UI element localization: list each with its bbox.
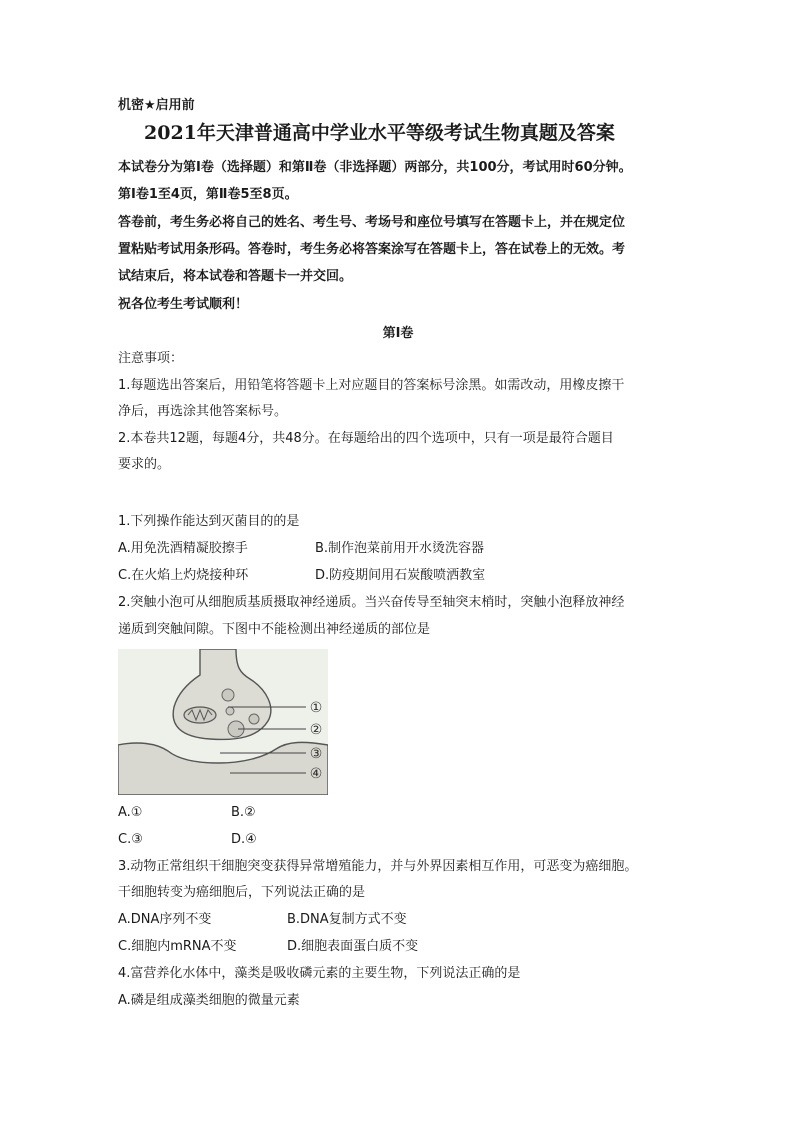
intro-line-1: 本试卷分为第Ⅰ卷（选择题）和第Ⅱ卷（非选择题）两部分，共100分，考试用时60分钟。 [118,160,632,175]
q3-option-c: C.细胞内mRNA不变 [118,939,237,954]
figure-label-4: ④ [309,766,323,782]
notice-label: 注意事项： [118,351,184,366]
q1-option-c: C.在火焰上灼烧接种环 [118,568,249,583]
q1-option-d: D.防疫期间用石炭酸喷洒教室 [315,568,486,583]
section-title: 第Ⅰ卷 [382,326,414,341]
q2-stem-1: 2.突触小泡可从细胞质基质摄取神经递质。当兴奋传导至轴突末梢时，突触小泡释放神经 [118,595,625,610]
notice-2b: 要求的。 [118,457,171,472]
q2-option-a: A.① [118,805,143,820]
q1-option-a: A.用免洗酒精凝胶擦手 [118,541,248,556]
intro-line-4: 置粘贴考试用条形码。答卷时，考生务必将答案涂写在答题卡上，答在试卷上的无效。考 [118,242,626,257]
intro-line-6: 祝各位考生考试顺利！ [118,297,249,312]
figure-label-2: ② [309,722,323,738]
intro-line-2: 第Ⅰ卷1至4页，第Ⅱ卷5至8页。 [118,187,298,202]
q1-stem: 1.下列操作能达到灭菌目的的是 [118,514,300,529]
q2-stem-2: 递质到突触间隙。下图中不能检测出神经递质的部位是 [118,622,431,637]
q3-stem-2: 干细胞转变为癌细胞后，下列说法正确的是 [118,885,366,900]
intro-line-3: 答卷前，考生务必将自己的姓名、考生号、考场号和座位号填写在答题卡上，并在规定位 [118,215,626,230]
q4-option-a: A.磷是组成藻类细胞的微量元素 [118,993,300,1008]
q1-option-b: B.制作泡菜前用开水烫洗容器 [315,541,485,556]
q4-stem: 4.富营养化水体中，藻类是吸收磷元素的主要生物，下列说法正确的是 [118,966,521,981]
synapse-figure [118,649,328,795]
page-title: 2021年天津普通高中学业水平等级考试生物真题及答案 [144,122,615,144]
q3-option-d: D.细胞表面蛋白质不变 [287,939,419,954]
intro-line-5: 试结束后，将本试卷和答题卡一并交回。 [118,269,353,284]
q3-option-a: A.DNA序列不变 [118,912,212,927]
notice-1b: 净后，再选涂其他答案标号。 [118,404,288,419]
confidential-label: 机密★启用前 [118,98,195,113]
notice-2a: 2.本卷共12题，每题4分，共48分。在每题给出的四个选项中，只有一项是最符合题目 [118,431,614,446]
q3-option-b: B.DNA复制方式不变 [287,912,407,927]
figure-label-3: ③ [309,746,323,762]
q2-option-d: D.④ [231,832,257,847]
notice-1a: 1.每题选出答案后，用铅笔将答题卡上对应题目的答案标号涂黑。如需改动，用橡皮擦干 [118,378,625,393]
figure-label-1: ① [309,700,323,716]
q2-option-b: B.② [231,805,256,820]
q3-stem-1: 3.动物正常组织干细胞突变获得异常增殖能力，并与外界因素相互作用，可恶变为癌细胞。 [118,859,638,874]
q2-option-c: C.③ [118,832,143,847]
